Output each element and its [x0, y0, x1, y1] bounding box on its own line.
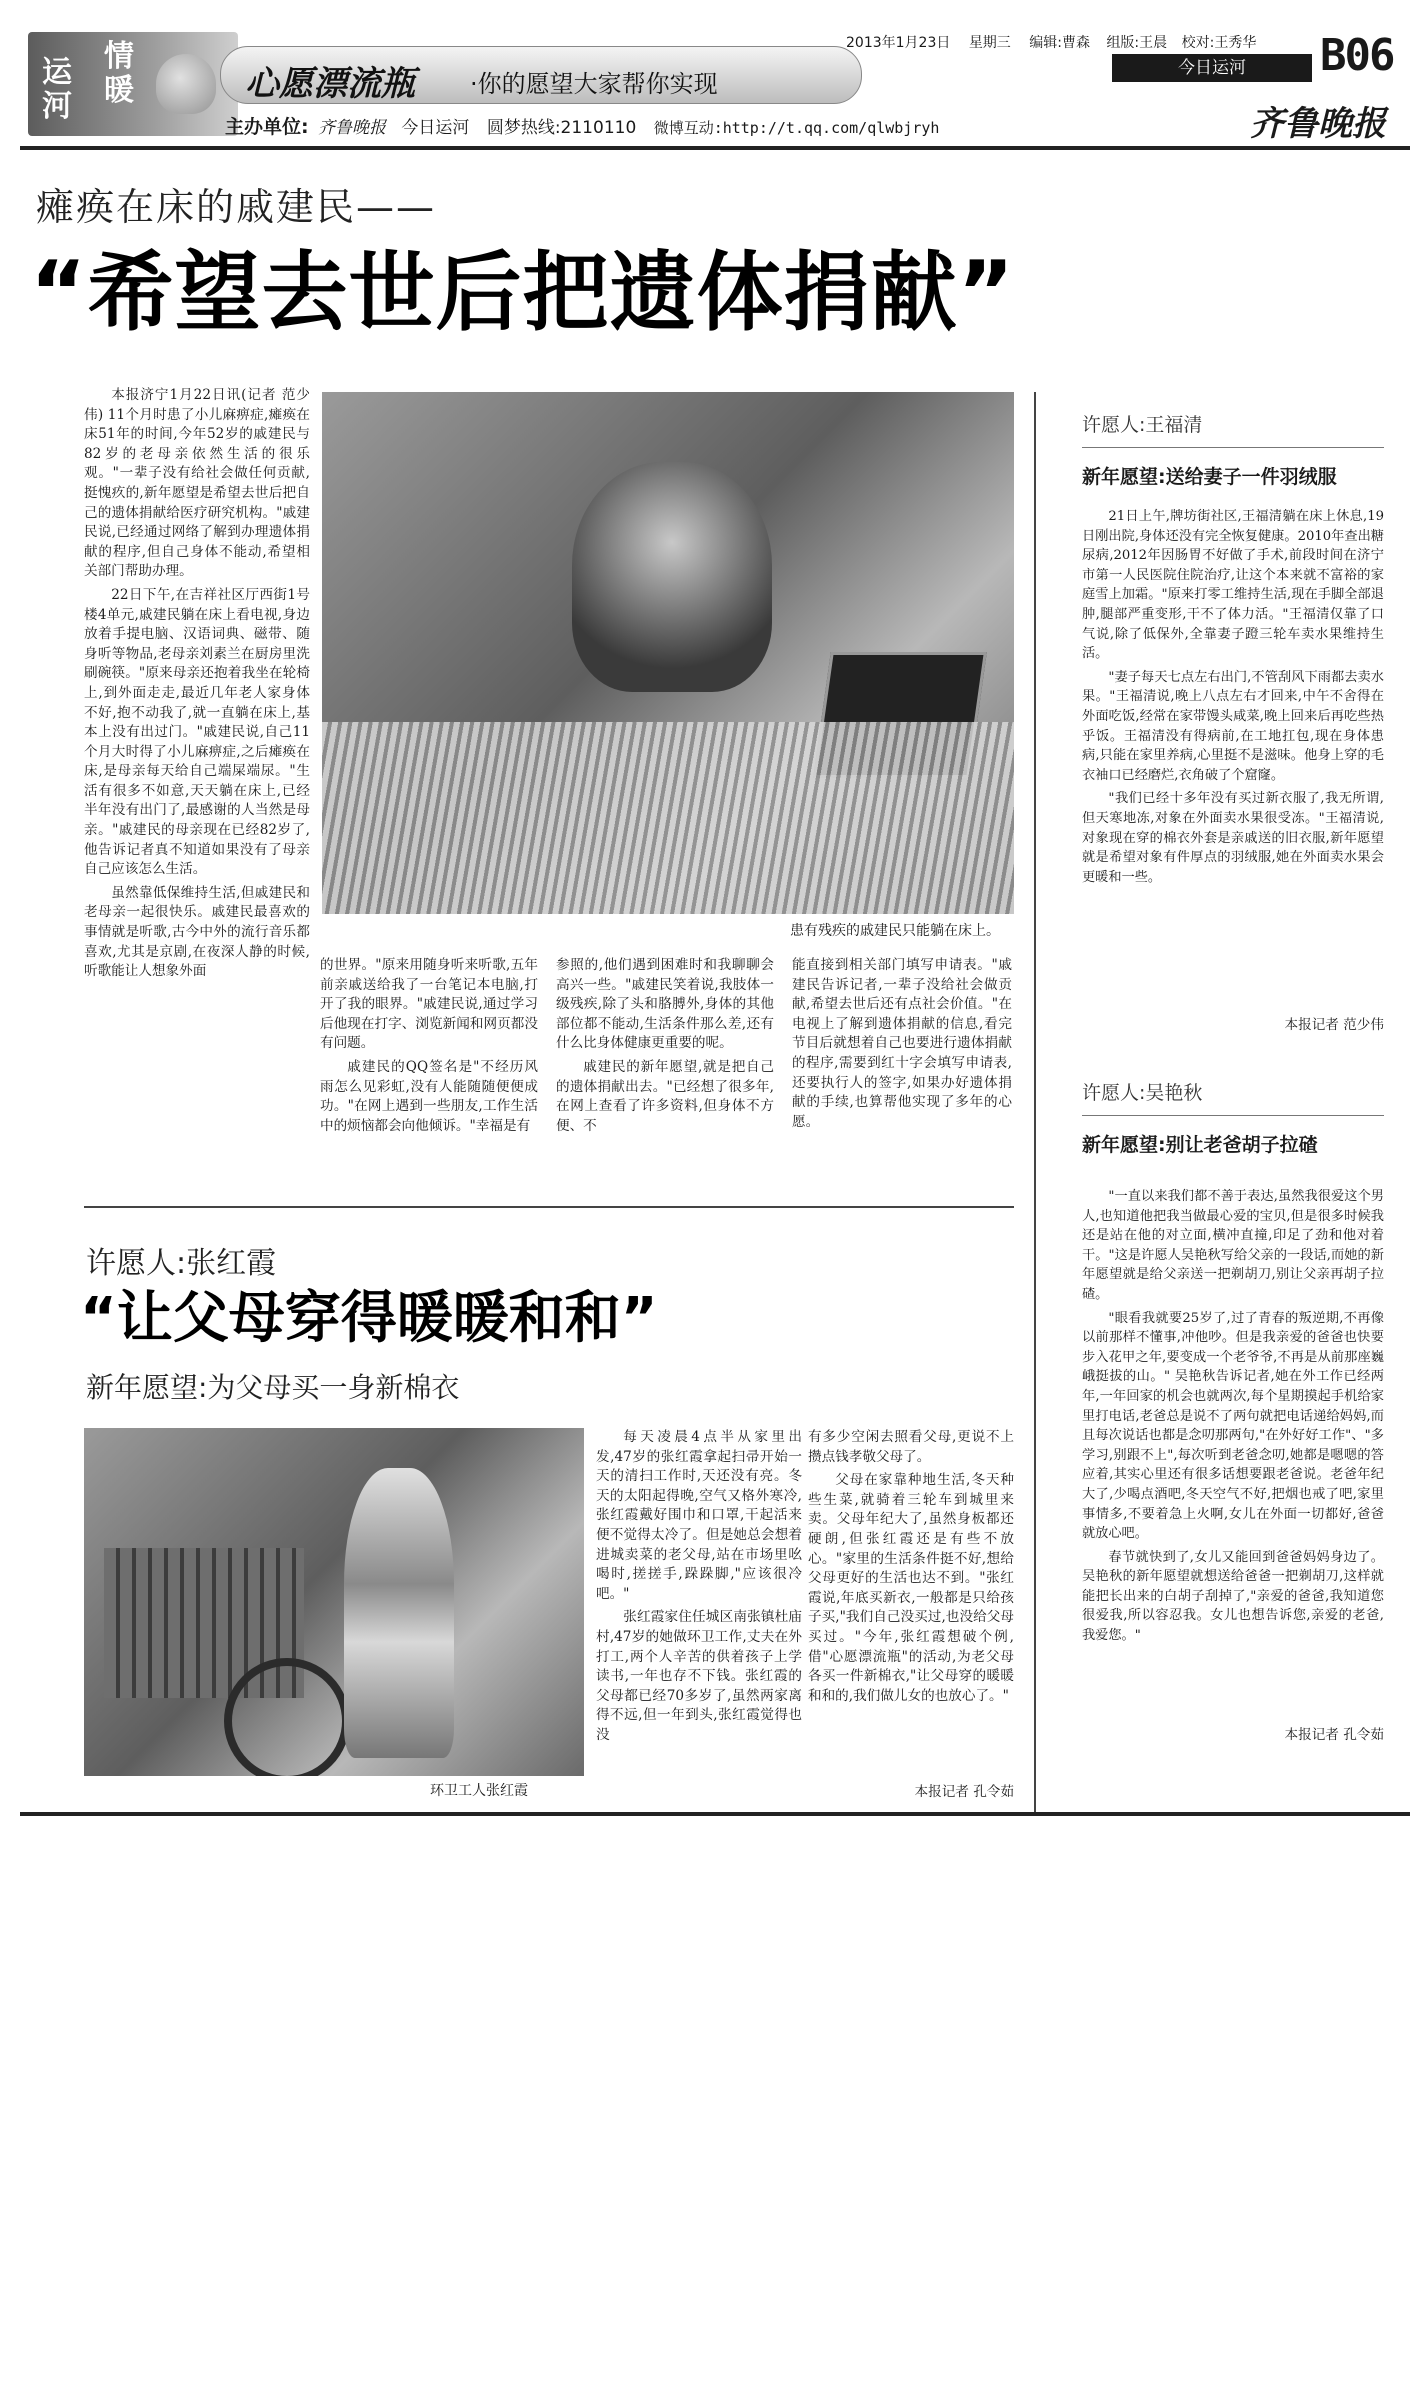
paragraph: 每天凌晨4点半从家里出发,47岁的张红霞拿起扫帚开始一天的清扫工作时,天还没有亮。冬天的太阳起得晚,空气又格外寒冷,张红霞戴好围巾和口罩,干起活来便不觉得太冷了。但是她总会想着进城卖菜的老父母,站在市场里吆喝时,搓搓手,跺跺脚,"应该很冷吧。" [596, 1429, 802, 1602]
side2-byline: 本报记者 孔令茹 [1284, 1727, 1384, 1743]
dateline [846, 32, 1356, 52]
bottom-byline: 本报记者 孔令茹 [914, 1784, 1014, 1800]
heart-icon [156, 54, 216, 114]
side2-body [1082, 1187, 1384, 1717]
main-col-3 [556, 956, 774, 1196]
paragraph: 戚建民的新年愿望,就是把自己的遗体捐献出去。"已经想了很多年,在网上查看了许多资料,但身体不方便、不 [556, 1058, 774, 1134]
bottom-col-1 [596, 1428, 802, 1808]
paper-logo: 齐鲁晚报 [1250, 104, 1386, 144]
issue-date: 2013年1月23日 [846, 35, 951, 51]
column-title: 心愿漂流瓶 [245, 64, 415, 104]
column-tag-a: 运河 [42, 55, 72, 124]
photo-wheel [224, 1658, 350, 1776]
paragraph: 的世界。"原来用随身听来听歌,五年前亲戚送给我了一台笔记本电脑,打开了我的眼界。"戚建民说,通过学习后他现在打字、浏览新闻和网页都没有问题。 [320, 957, 538, 1052]
side1-wish: 新年愿望:送给妻子一件羽绒服 [1082, 466, 1337, 488]
side1-pledger: 许愿人:王福清 [1082, 414, 1203, 436]
editor: 编辑:曹森 [1029, 35, 1090, 51]
side2-pledger: 许愿人:吴艳秋 [1082, 1082, 1203, 1104]
hotline: 圆梦热线:2110110 [486, 118, 637, 138]
organizer-line [225, 112, 1045, 138]
organizer-label: 主办单位: [225, 116, 309, 138]
bottom-wish: 新年愿望:为父母买一身新棉衣 [86, 1371, 460, 1404]
main-photo-caption: 患有残疾的戚建民只能躺在床上。 [790, 923, 1000, 939]
issue-weekday: 星期三 [968, 35, 1011, 51]
side-story-1 [1082, 410, 1384, 1050]
side1-body [1082, 507, 1384, 1007]
column-tag-b: 情暖 [104, 39, 134, 108]
paragraph: 本报济宁1月22日讯(记者 范少伟) 11个月时患了小儿麻痹症,瘫痪在床51年的时间,今年52岁的戚建民与82岁的老母亲依然生活的很乐观。"一辈子没有给社会做任何贡献,挺愧疚的,新年愿望是希望去世后把自己的遗体捐献给医疗研究机构。"戚建民说,已经通过网络了解到办理遗体捐献的程序,但自己身体不能动,希望相关部门帮助办理。 [84, 387, 310, 580]
paragraph: 参照的,他们遇到困难时和我聊聊会高兴一些。"戚建民笑着说,我肢体一级残疾,除了头和胳膊外,身体的其他部位都不能动,生活条件那么差,还有什么比身体健康更重要的呢。 [556, 957, 774, 1052]
bottom-photo-caption: 环卫工人张红霞 [430, 1783, 528, 1799]
bottom-col-2 [808, 1428, 1014, 1778]
side1-byline: 本报记者 范少伟 [1284, 1017, 1384, 1033]
paragraph: 21日上午,牌坊街社区,王福清躺在床上休息,19日刚出院,身体还没有完全恢复健康。2010年查出糖尿病,2012年因肠胃不好做了手术,前段时间在济宁市第一人民医院住院治疗,让这个本来就不富裕的家庭雪上加霜。"原来打零工维持生活,现在手脚全部退肿,腿部严重变形,干不了体力活。"王福清仅靠了口气说,除了低保外,全靠妻子蹬三轮车卖水果维持生活。 [1082, 509, 1384, 662]
column-logo [28, 32, 238, 136]
main-col-2 [320, 956, 538, 1196]
side2-rule [1082, 1115, 1384, 1116]
page-number: B06 [1320, 30, 1394, 81]
paragraph: 张红霞家住任城区南张镇杜庙村,47岁的她做环卫工作,丈夫在外打工,两个人辛苦的供着孩子上学读书,一年也存不下钱。张红霞的父母都已经70多岁了,虽然两家离得不远,但一年到头,张红霞觉得也没 [596, 1609, 802, 1743]
paragraph: 有多少空闲去照看父母,更说不上攒点钱孝敬父母了。 [808, 1429, 1014, 1465]
section-name: 今日运河 [1178, 58, 1246, 78]
photo-bedding [322, 722, 1014, 914]
paragraph: 能直接到相关部门填写申请表。"戚建民告诉记者,一辈子没给社会做贡献,希望去世后还有点社会价值。"在电视上了解到遗体捐献的信息,看完节目后就想着自己也要进行遗体捐献的程序,需要到红十字会填写申请表,还要执行人的签字,如果办好遗体捐献的手续,也算帮他实现了多年的心愿。 [792, 957, 1012, 1130]
main-photo [322, 392, 1014, 914]
photo-worker [344, 1468, 454, 1758]
column-slogan: ·你的愿望大家帮你实现 [470, 70, 718, 98]
masthead [20, 26, 1410, 144]
proofreader: 校对:王秀华 [1181, 35, 1257, 51]
side2-wish: 新年愿望:别让老爸胡子拉碴 [1082, 1134, 1318, 1156]
paragraph: "我们已经十多年没有买过新衣服了,我无所谓,但天寒地冻,对象在外面卖水果很受冻。"王福清说,对象现在穿的棉衣外套是亲戚送的旧衣服,新年愿望就是希望对象有件厚点的羽绒服,她在外面卖水果会更暖和一些。 [1082, 791, 1384, 885]
paragraph: "眼看我就要25岁了,过了青春的叛逆期,不再像以前那样不懂事,冲他吵。但是我亲爱的爸爸也快要步入花甲之年,要变成一个老爷爷,不再是从前那座巍峨挺拔的山。" 吴艳秋告诉记者,她在外工作已经两年,一年回家的机会也就两次,每个星期摸起手机给家里打电话,老爸总是说不了两句就把电话递给妈妈,而且每次说话也都是念叨那两句,"在外好好工作"、"多学习,别跟不上",每次听到老爸念叨,她都是嗯嗯的答应着,其实心里还有很多话想要跟老爸说。老爸年纪大了,少喝点酒吧,冬天空气不好,把烟也戒了吧,家里事情多,不要着急上火啊,女儿在外面一切都好,爸爸就放心吧。 [1082, 1310, 1384, 1542]
side-story-2 [1082, 1078, 1384, 1748]
bottom-pledger: 许愿人:张红霞 [86, 1246, 277, 1281]
masthead-rule [20, 146, 1410, 150]
layout-editor: 组版:王晨 [1106, 35, 1168, 51]
page-bottom-rule [20, 1812, 1410, 1816]
weibo: 微博互动:http://t.qq.com/qlwbjryh [653, 119, 940, 137]
paragraph: "一直以来我们都不善于表达,虽然我很爱这个男人,也知道他把我当做最心爱的宝贝,但是很多时候我还是站在他的对立面,横冲直撞,印足了劲和他对着干。"这是许愿人吴艳秋写给父亲的一段话,而她的新年愿望就是给父亲送一把剃胡刀,别让父亲再胡子拉碴。 [1082, 1189, 1384, 1302]
organizer-sub: 今日运河 [401, 118, 470, 138]
main-col-4 [792, 956, 1012, 1196]
section-rule [84, 1206, 1014, 1208]
column-divider [1034, 392, 1036, 1812]
paragraph: 22日下午,在吉祥社区厅西街1号楼4单元,戚建民躺在床上看电视,身边放着手提电脑、汉语词典、磁带、随身听等物品,老母亲刘素兰在厨房里洗刷碗筷。"原来母亲还抱着我坐在轮椅上,到外面走走,最近几年老人家身体不好,抱不动我了,就一直躺在床上,基本上没有出过门。"戚建民说,自己11个月大时得了小儿麻痹症,之后瘫痪在床,是母亲每天给自己端屎端尿。"生活有很多不如意,天天躺在床上,已经半年没有出门了,最感谢的人当然是母亲。"戚建民的母亲现在已经82岁了,他告诉记者真不知道如果没有了母亲自己应该怎么生活。 [84, 586, 310, 878]
main-col-1 [84, 386, 310, 1196]
main-kicker: 瘫痪在床的戚建民—— [36, 185, 437, 229]
photo-figure [572, 462, 772, 692]
paragraph: 虽然靠低保维持生活,但戚建民和老母亲一起很快乐。戚建民最喜欢的事情就是听歌,古今中外的流行音乐都喜欢,尤其是京剧,在夜深人静的时候,听歌能让人想象外面 [84, 884, 310, 980]
paragraph: 春节就快到了,女儿又能回到爸爸妈妈身边了。吴艳秋的新年愿望就想送给爸爸一把剃胡刀,这样就能把长出来的白胡子刮掉了,"亲爱的爸爸,我知道您很爱我,所以容忍我。女儿也想告诉您,亲爱的老爸,我爱您。" [1082, 1549, 1384, 1644]
bottom-headline: “让父母穿得暖暖和和” [80, 1286, 658, 1351]
paragraph: 戚建民的QQ签名是"不经历风雨怎么见彩虹,没有人能随随便便成功。"在网上遇到一些朋友,工作生活中的烦恼都会向他倾诉。"幸福是有 [320, 1058, 538, 1134]
paragraph: "妻子每天七点左右出门,不管刮风下雨都去卖水果。"王福清说,晚上八点左右才回来,中午不舍得在外面吃饭,经常在家带馒头咸菜,晚上回来后再吃些热乎饭。王福清没有得病前,在工地扛包,现在身体患病,只能在家里养病,心里挺不是滋味。他身上穿的毛衣袖口已经磨烂,衣角破了个窟窿。 [1082, 669, 1384, 783]
side1-rule [1082, 447, 1384, 448]
bottom-photo [84, 1428, 584, 1776]
organizer-name: 齐鲁晚报 [318, 118, 387, 138]
paragraph: 父母在家靠种地生活,冬天种些生菜,就骑着三轮车到城里来卖。父母年纪大了,虽然身板都还硬朗,但张红霞还是有些不放心。"家里的生活条件挺不好,想给父母更好的生活也达不到。"张红霞说,年底买新衣,一般都是只给孩子买,"我们自己没买过,也没给父母买过。"今年,张红霞想破个例,借"心愿漂流瓶"的活动,为老父母各买一件新棉衣,"让父母穿的暖暖和和的,我们做儿女的也放心了。" [808, 1472, 1014, 1704]
section-badge [1112, 54, 1312, 82]
main-headline: “希望去世后把遗体捐献” [30, 243, 1016, 343]
